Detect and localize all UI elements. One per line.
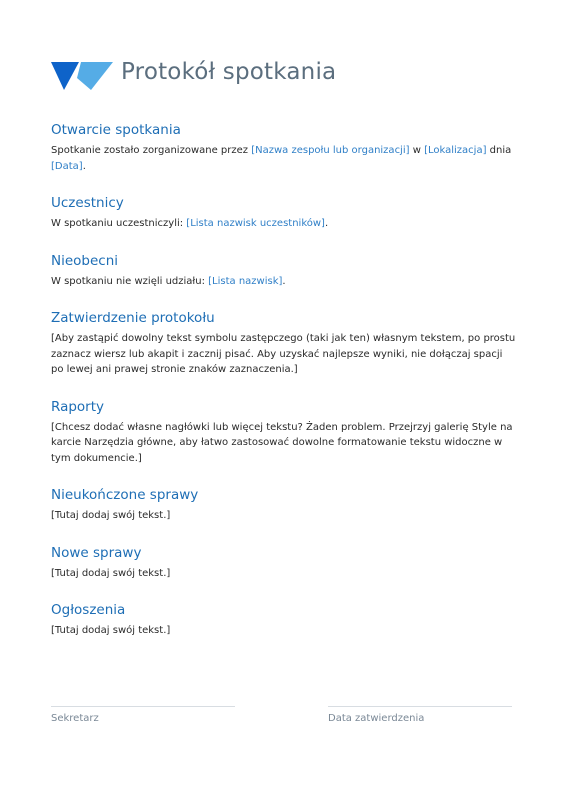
document-title[interactable]: Protokół spotkania xyxy=(121,59,337,85)
text-fragment: dnia xyxy=(486,145,512,156)
text-fragment: . xyxy=(324,218,329,229)
paragraph-opening[interactable] xyxy=(51,143,517,174)
heading-new-business[interactable]: Nowe sprawy xyxy=(51,544,142,561)
heading-opening[interactable]: Otwarcie spotkania xyxy=(51,122,181,138)
document-body xyxy=(51,121,517,639)
paragraph-absent[interactable] xyxy=(51,274,517,290)
paragraph-announcements[interactable]: [Tutaj dodaj swój tekst.] xyxy=(51,625,171,636)
heading-reports[interactable]: Raporty xyxy=(51,398,105,415)
section-unfinished xyxy=(51,486,517,524)
placeholder-absent-list[interactable]: [Lista nazwisk] xyxy=(208,275,283,287)
section-attendees xyxy=(51,194,517,232)
logo-icon xyxy=(51,54,113,90)
text-fragment: . xyxy=(82,160,86,172)
section-reports xyxy=(51,398,517,467)
heading-attendees[interactable]: Uczestnicy xyxy=(51,195,124,211)
paragraph-unfinished[interactable]: [Tutaj dodaj swój tekst.] xyxy=(51,510,171,521)
signature-line-secretary xyxy=(51,706,235,707)
heading-announcements[interactable]: Ogłoszenia xyxy=(51,602,126,618)
section-opening xyxy=(51,121,517,174)
placeholder-organization[interactable]: [Nazwa zespołu lub organizacji] xyxy=(251,145,410,156)
placeholder-location[interactable]: [Lokalizacja] xyxy=(424,145,487,156)
signature-label-secretary[interactable]: Sekretarz xyxy=(51,713,99,724)
section-absent xyxy=(51,252,517,290)
text-fragment: W spotkaniu uczestniczyli: xyxy=(51,218,187,229)
paragraph-attendees[interactable] xyxy=(51,216,517,232)
text-fragment: W spotkaniu nie wzięli udziału: xyxy=(51,275,209,287)
placeholder-attendee-list[interactable]: [Lista nazwisk uczestników] xyxy=(186,218,325,229)
paragraph-approval[interactable]: [Aby zastąpić dowolny tekst symbolu zastępczego (taki jak ten) własnym tekstem, po prostu zaznacz wiersz lub akapit i zacznij pisać. Aby uzyskać najlepsze wyniki, nie dołączaj spacji po lewej ani prawej stronie znaków zaznaczenia.] xyxy=(51,333,516,375)
placeholder-date[interactable]: [Data] xyxy=(51,160,83,172)
heading-absent[interactable]: Nieobecni xyxy=(51,252,119,269)
signature-line-approval-date xyxy=(328,706,512,707)
signature-label-approval-date[interactable]: Data zatwierdzenia xyxy=(328,713,425,724)
paragraph-new-business[interactable]: [Tutaj dodaj swój tekst.] xyxy=(51,567,171,579)
paragraph-reports[interactable]: [Chcesz dodać własne nagłówki lub więcej tekstu? Żaden problem. Przejrzyj galerię Style na karcie Narzędzia główne, aby łatwo zastosować dowolne formatowanie tekstu widoczne w tym dokumencie.] xyxy=(51,421,513,464)
text-fragment: w xyxy=(409,145,425,156)
heading-approval[interactable]: Zatwierdzenie protokołu xyxy=(51,310,215,326)
section-new-business xyxy=(51,544,517,582)
section-approval xyxy=(51,309,517,378)
document-header xyxy=(51,52,336,92)
heading-unfinished[interactable]: Nieukończone sprawy xyxy=(51,487,199,503)
text-fragment: . xyxy=(282,275,286,287)
section-announcements xyxy=(51,601,517,639)
text-fragment: Spotkanie zostało zorganizowane przez xyxy=(51,145,252,156)
